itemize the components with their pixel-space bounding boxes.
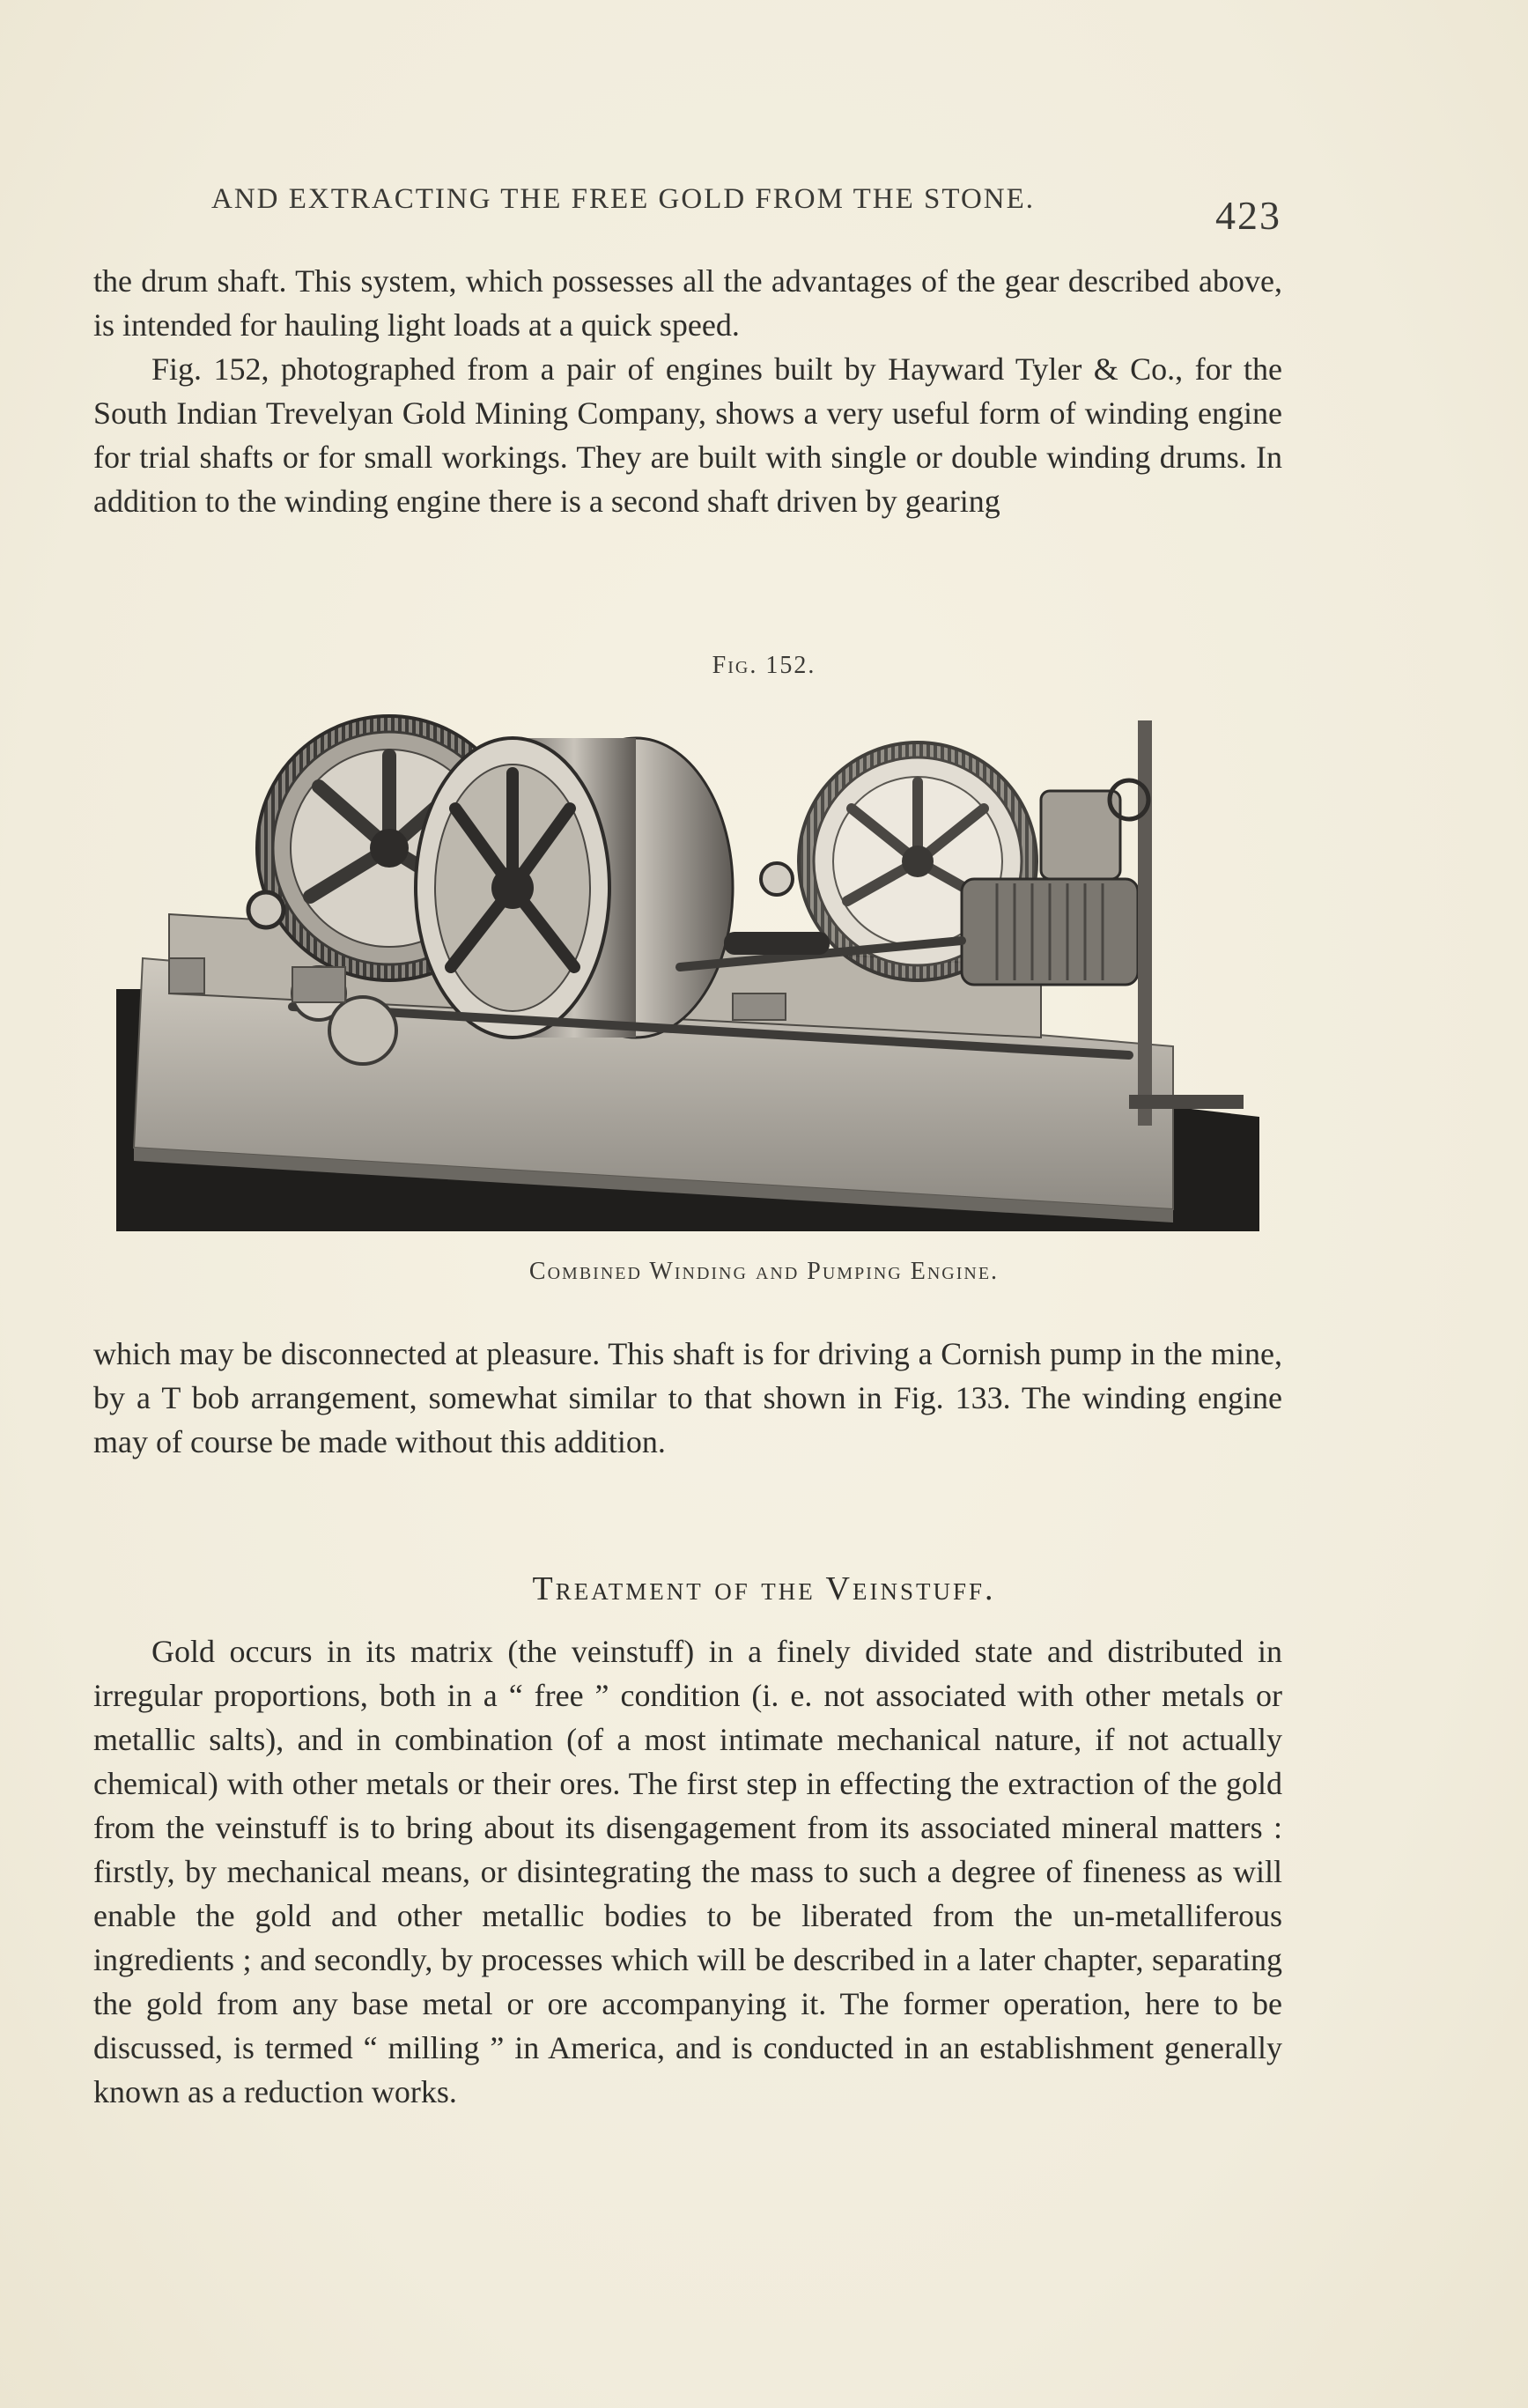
paragraph-fig152: Fig. 152, photographed from a pair of engines built by Hayward Tyler & Co., for the South Indian Trevelyan Gold Mining Company, shows a very useful form of winding engine for trial shafts or for small workings. They are built with single or double winding drums. In addition to the winding engine there is a second shaft driven by gearing [93, 351, 1282, 519]
top-text-block [93, 259, 1282, 523]
paragraph-veinstuff: Gold occurs in its matrix (the veinstuff) in a finely divided state and distributed in irregular proportions, both in a “ free ” condition (i. e. not associated with other metals or metallic salts), and in combination (of a most intimate mechanical nature, if not actually chemical) with other metals or their ores. The first step in effecting the extraction of the gold from the veinstuff is to bring about its disengagement from its associated mineral matters : firstly, by mechanical means, or disintegrating the mass to such a degree of fineness as will enable the gold and other metallic bodies to be liberated from the un-metalliferous ingredients ; and secondly, by processes which will be described in a later chapter, separating the gold from any base metal or ore accompanying it. The former operation, here to be discussed, is termed “ milling ” in America, and is conducted in an establishment generally known as a reduction works. [93, 1634, 1282, 2109]
section-heading: Treatment of the Veinstuff. [532, 1570, 996, 1607]
figure-caption: Combined Winding and Pumping Engine. [528, 1258, 1000, 1285]
winding-drum [416, 738, 733, 1038]
engine-illustration [116, 703, 1259, 1231]
running-head: AND EXTRACTING THE FREE GOLD FROM THE STONE. [211, 183, 1036, 215]
bottom-text-block [93, 1629, 1282, 2114]
middle-text-block [93, 1332, 1282, 1464]
paragraph-after-figure: which may be disconnected at pleasure. This shaft is for driving a Cornish pump in the mine, by a T bob arrangement, somewhat similar to that shown in Fig. 133. The winding engine may of course be made without this addition. [93, 1336, 1282, 1459]
page-number: 423 [1215, 193, 1281, 238]
figure-label: Fig. 152. [712, 652, 816, 679]
paragraph-continuation: the drum shaft. This system, which possesses all the advantages of the gear described above, is intended for hauling light loads at a quick speed. [93, 263, 1282, 343]
